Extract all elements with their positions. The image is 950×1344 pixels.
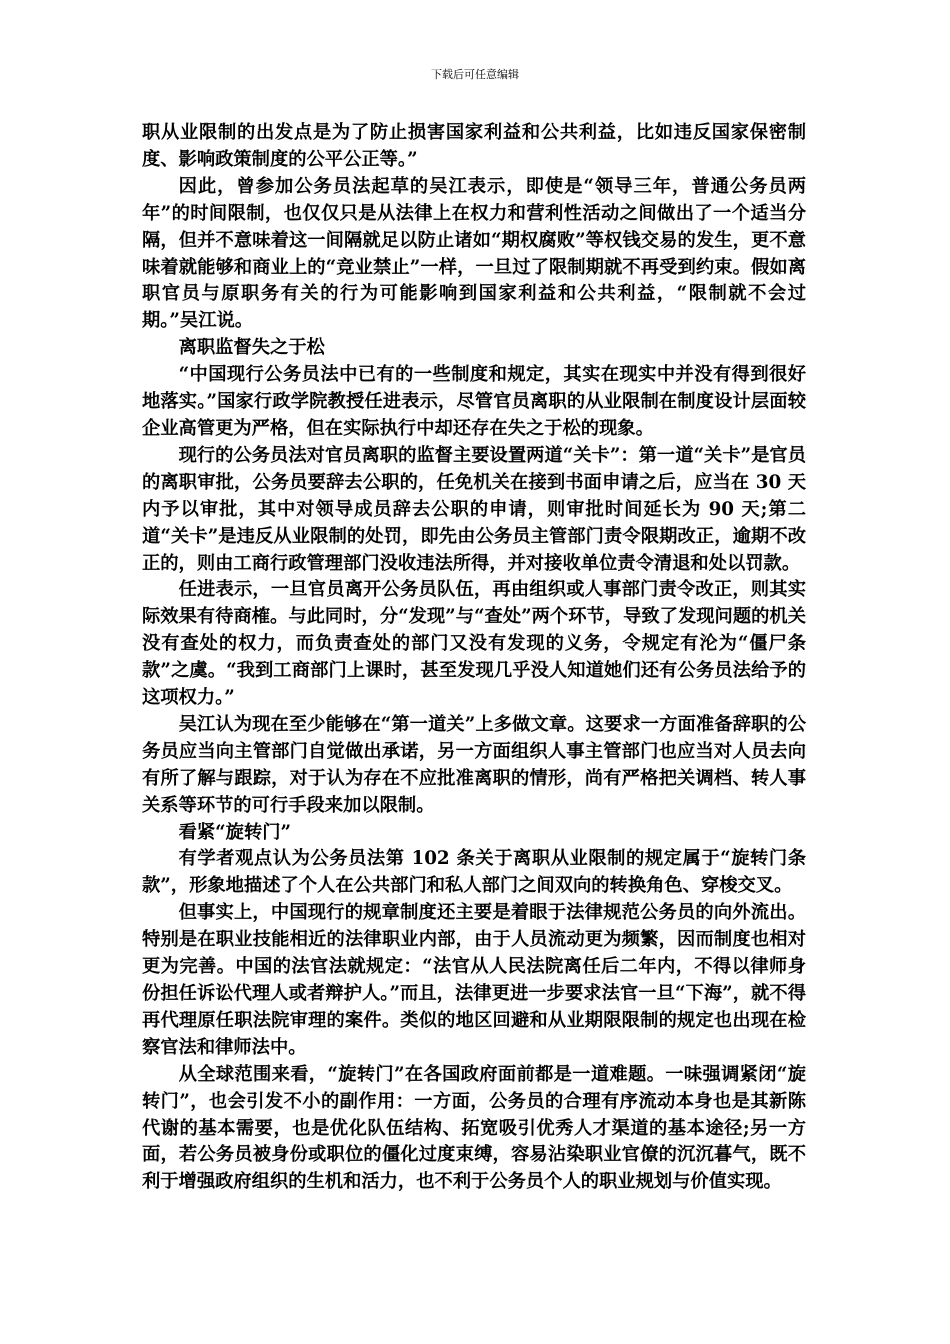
paragraph: 吴江认为现在至少能够在“第一道关”上多做文章。这要求一方面准备辞职的公务员应当向主管部门自觉做出承诺，另一方面组织人事主管部门也应当对人员去向有所了解与跟踪，对于认为存在不应批准离职的情形，尚有严格把关调档、转人事关系等环节的可行手段来加以限制。	[142, 713, 806, 816]
paragraph: 任进表示，一旦官员离开公务员队伍，再由组织或人事部门责令改正，则其实际效果有待商榷。与此同时，分“发现”与“查处”两个环节，导致了发现问题的机关没有查处的权力，而负责查处的部门又没有发现的义务，令规定有沦为“僵尸条款”之虞。“我到工商部门上课时，甚至发现几乎没人知道她们还有公务员法给予的这项权力。”	[142, 579, 806, 709]
section-heading: 看紧“旋转门”	[178, 821, 292, 843]
paragraph: 职从业限制的出发点是为了防止损害国家利益和公共利益，比如违反国家保密制度、影响政策制度的公平公正等。”	[142, 122, 806, 170]
document-body	[142, 120, 806, 1196]
paragraph: 但事实上，中国现行的规章制度还主要是着眼于法律规范公务员的向外流出。特别是在职业技能相近的法律职业内部，由于人员流动更为频繁，因而制度也相对更为完善。中国的法官法就规定：“法官从人民法院离任后二年内，不得以律师身份担任诉讼代理人或者辩护人。”而且，法律更进一步要求法官一旦“下海”，就不得再代理原任职法院审理的案件。类似的地区回避和从业期限限制的规定也出现在检察官法和律师法中。	[142, 902, 806, 1058]
paragraph: 因此，曾参加公务员法起草的吴江表示，即使是“领导三年，普通公务员两年”的时间限制，也仅仅只是从法律上在权力和营利性活动之间做出了一个适当分隔，但并不意味着这一间隔就足以防止诸如“期权腐败”等权钱交易的发生，更不意味着就能够和商业上的“竞业禁止”一样，一旦过了限制期就不再受到约束。假如离职官员与原职务有关的行为可能影响到国家利益和公共利益，“限制就不会过期。”吴江说。	[142, 175, 806, 332]
paragraph: “中国现行公务员法中已有的一些制度和规定，其实在现实中并没有得到很好地落实。”国家行政学院教授任进表示，尽管官员离职的从业限制在制度设计层面较企业高管更为严格，但在实际执行中却还存在失之于松的现象。	[142, 364, 806, 439]
paragraph: 从全球范围来看，“旋转门”在各国政府面前都是一道难题。一味强调紧闭“旋转门”，也会引发不小的副作用：一方面，公务员的合理有序流动本身也是其新陈代谢的基本需要，也是优化队伍结构、拓宽吸引优秀人才渠道的基本途径;另一方面，若公务员被身份或职位的僵化过度束缚，容易沾染职业官僚的沉沉暮气，既不利于增强政府组织的生机和活力，也不利于公务员个人的职业规划与价值实现。	[142, 1063, 806, 1193]
section-heading: 离职监督失之于松	[178, 337, 325, 359]
page-header: 下载后可任意编辑	[431, 68, 519, 81]
paragraph: 现行的公务员法对官员离职的监督主要设置两道“关卡”：第一道“关卡”是官员的离职审批，公务员要辞去公职的，任免机关在接到书面申请之后，应当在 30 天内予以审批，其中对领导成员辞去公职的申请，则审批时间延长为 90 天;第二道“关卡”是违反从业限制的处罚，即先由公务员主管部门责令限期改正，逾期不改正的，则由工商行政管理部门没收违法所得，并对接收单位责令清退和处以罚款。	[142, 444, 806, 574]
paragraph: 有学者观点认为公务员法第 102 条关于离职从业限制的规定属于“旋转门条款”，形象地描述了个人在公共部门和私人部门之间双向的转换角色、穿梭交叉。	[142, 848, 806, 897]
